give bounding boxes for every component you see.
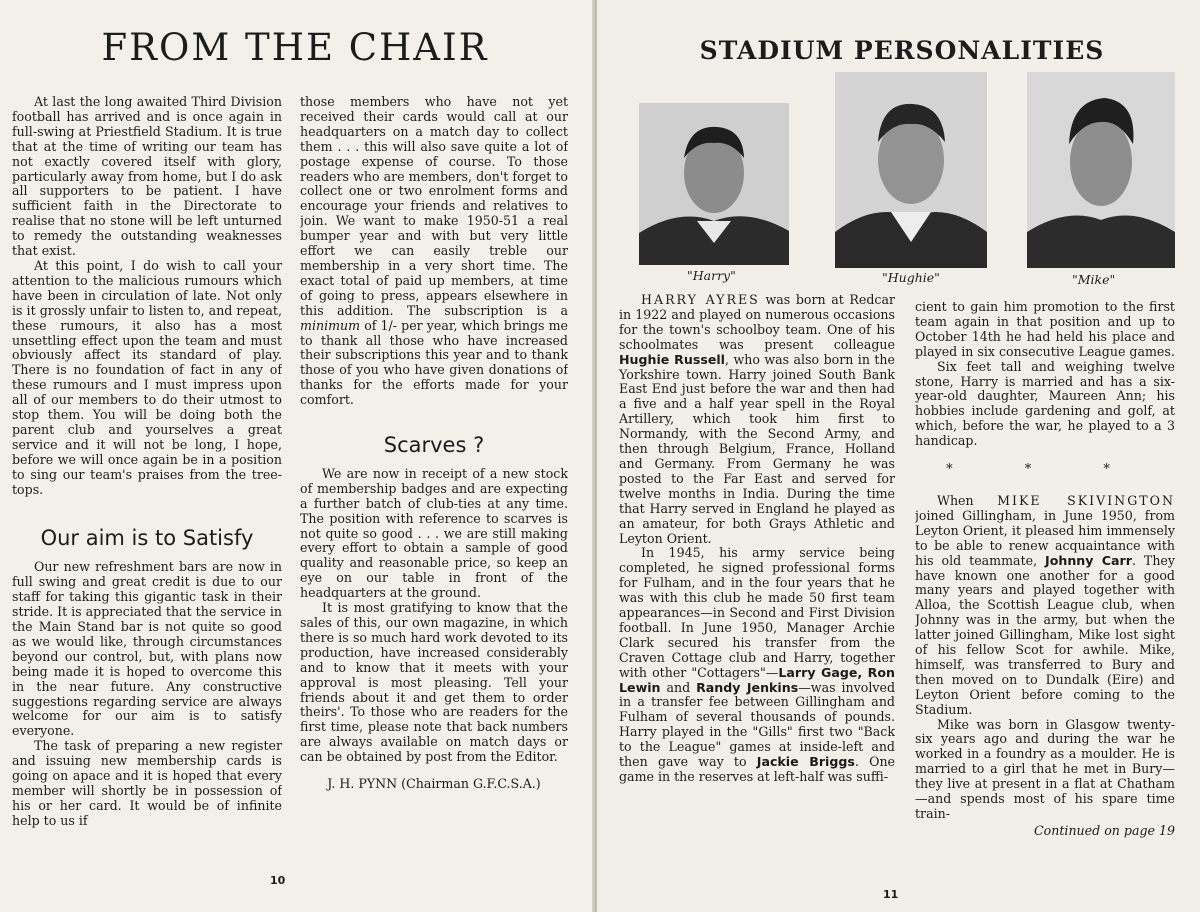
continued-note: Continued on page 19	[1034, 822, 1175, 838]
page-number: 11	[883, 888, 899, 901]
paragraph: We are now in receipt of a new stock of membership badges and are expecting a further batch of club-ties at any time. The position with reference to scarves is not quite so good . . . we are still making every effort to obtain a sample of good quality and reasonable price, so keep an eye on our table in front of the headquarters at the ground.	[300, 465, 568, 601]
page-title: STADIUM PERSONALITIES	[699, 36, 1105, 65]
player-photo-hughie	[835, 72, 987, 268]
paragraph: cient to gain him promotion to the first team again in that position and up to October 14th he had held his place and played in six consecutive League games.	[915, 300, 1175, 359]
paragraph: In 1945, his army service being completed, he signed professional forms for Fulham, and in the four years that he was with this club he made 50 first team appearances—in Second and First Division football. In June 1950, Manager Archie Clark secured his transfer from the Craven Cottage club and Harry, together with other "Cottagers"—Larry Gage, Ron Lewin and Randy Jenkins—was involved in a transfer fee between Gillingham and Fulham of several thousands of pounds. Harry played in the "Gills" first two "Back to the League" games at inside-left and then gave way to Jackie Briggs. One game in the reserves at left-half was suffi-	[619, 545, 895, 784]
player-photo-harry	[639, 103, 789, 265]
photo-caption: "Harry"	[687, 268, 736, 283]
section-heading: Our aim is to Satisfy	[40, 526, 254, 551]
photo-caption: "Hughie"	[882, 270, 940, 285]
paragraph: When MIKE SKIVINGTON joined Gillingham, in June 1950, from Leyton Orient, it pleased him immensely to be able to renew acquaintance with his old teammate, Johnny Carr. They have known one another for a good many years and played together with Alloa, the Scottish League club, when Johnny was in the army, but when the latter joined Gillingham, Mike lost sight of his fellow Scot for awhile. Mike, himself, was transferred to Bury and then moved on to Dundalk (Eire) and Leyton Orient before coming to the Stadium.	[915, 492, 1175, 717]
page-number: 10	[270, 874, 286, 887]
signature: J. H. PYNN (Chairman G.F.C.S.A.)	[327, 776, 541, 792]
section-divider: * * *	[946, 462, 1144, 478]
page-title: FROM THE CHAIR	[101, 26, 489, 69]
personalities-column-2	[915, 300, 1175, 885]
paragraph: those members who have not yet received their cards would call at our headquarters on a match day to collect them . . . this will also save quite a lot of postage expense of course. To those readers who are members, don't forget to collect one or two enrolment forms and encourage your friends and relatives to join. We want to make 1950-51 a real bumper year and with but very little effort we can easily treble our membership in a very short time. The exact total of paid up members, at time of going to press, appears elsewhere in this addition. The subscription is a minimum of 1/- per year, which brings me to thank all those who have increased their subscriptions this year and to thank those of you who have given donations of thanks for the efforts made for your comfort.	[300, 95, 568, 408]
player-photo-mike	[1027, 72, 1175, 268]
paragraph: The task of preparing a new register and issuing new membership cards is going on apace and it is hoped that every member will shortly be in possession of his or her card. It would be of infinite help to us if	[12, 738, 282, 828]
right-page	[597, 0, 1200, 912]
paragraph: Six feet tall and weighing twelve stone, Harry is married and has a six-year-old daughter, Maureen Ann; his hobbies include gardening and golf, at which, before the war, he played to a 3 handicap.	[915, 358, 1175, 449]
photo-caption: "Mike"	[1072, 272, 1116, 287]
paragraph: At this point, I do wish to call your attention to the malicious rumours which have been in circulation of late. Not only is it grossly unfair to listen to, and repeat, these rumours, it also has a most unsettling effect upon the team and must obviously affect its standard of play. There is no foundation of fact in any of these rumours and I must impress upon all of our members to do their utmost to stop them. You will be doing both the parent club and yourselves a great service and it will not be long, I hope, before we will once again be in a position to sing our team's praises from the tree-tops.	[12, 257, 282, 497]
chair-column-1	[12, 95, 282, 895]
paragraph: Our new refreshment bars are now in full swing and great credit is due to our staff for taking this gigantic task in their stride. It is appreciated that the service in the Main Stand bar is not quite so good as we would like, through circumstances beyond our control, but, with plans now being made it is hoped to overcome this in the near future. Any constructive suggestions regarding service are always welcome for our aim is to satisfy everyone.	[12, 559, 282, 739]
section-heading: Scarves ?	[383, 433, 485, 458]
left-page	[0, 0, 595, 912]
paragraph: HARRY AYRES was born at Redcar in 1922 and played on numerous occasions for the town's schoolboy team. One of his schoolmates was present colleague Hughie Russell, who was also born in the Yorkshire town. Harry joined South Bank East End just before the war and then had a five and a half year spell in the Royal Artillery, which took him first to Normandy, with the Second Army, and then through Belgium, France, Holland and Germany. From Germany he was posted to the Far East and served for twelve months in India. During the time that Harry served in England he played as an amateur, for both Grays Athletic and Leyton Orient.	[619, 293, 895, 546]
paragraph: It is most gratifying to know that the sales of this, our own magazine, in which there is so much hard work devoted to its production, have increased considerably and to know that it meets with your approval is most pleasing. Tell your friends about it and get them to order theirs'. To those who are readers for the first time, please note that back numbers are always available on match days or can be obtained by post from the Editor.	[300, 600, 568, 765]
personalities-column-1	[619, 293, 895, 885]
paragraph: Mike was born in Glasgow twenty-six years ago and during the war he worked in a foundry as a moulder. He is married to a girl that he met in Bury—they live at present in a flat at Chatham—and spends most of his spare time train-	[915, 716, 1175, 821]
chair-column-2	[300, 95, 568, 895]
paragraph: At last the long awaited Third Division football has arrived and is once again in full-swing at Priestfield Stadium. It is true that at the time of writing our team has not exactly covered itself with glory, particularly away from home, but I do ask all supporters to be patient. I have sufficient faith in the Directorate to realise that no stone will be left unturned to remedy the outstanding weaknesses that exist.	[12, 95, 282, 259]
